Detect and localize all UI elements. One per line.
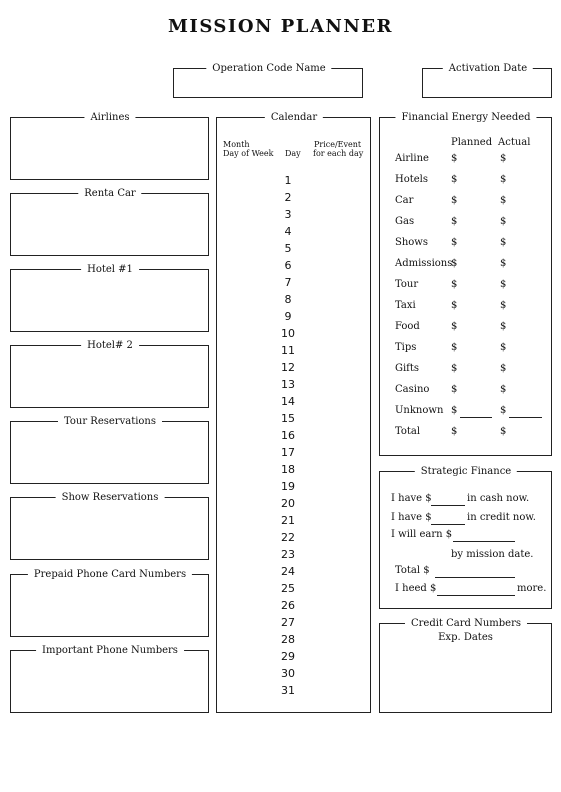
activation-date-field[interactable] xyxy=(422,63,552,98)
airlines-label: Airlines xyxy=(84,111,135,124)
calendar-day-22: 22 xyxy=(281,531,295,544)
planned-admissions-field[interactable]: $ xyxy=(451,258,458,269)
prepaid-phone-card-box[interactable] xyxy=(10,569,209,637)
by-mission-date: by mission date. xyxy=(451,549,534,560)
will-earn-blank[interactable] xyxy=(453,541,515,542)
calendar-day-23: 23 xyxy=(281,548,295,561)
calendar-col-month: Month xyxy=(223,140,250,149)
planned-total-field[interactable]: $ xyxy=(451,426,458,437)
calendar-col-price-2: for each day xyxy=(313,149,364,158)
calendar-day-17: 17 xyxy=(281,446,295,459)
hotel-1-box[interactable] xyxy=(10,264,209,332)
calendar-day-19: 19 xyxy=(281,480,295,493)
finance-row-label-tour: Tour xyxy=(395,279,419,290)
credit-now-prefix: I have $ xyxy=(391,512,432,523)
hotel-2-box[interactable] xyxy=(10,340,209,408)
planned-tour-field[interactable]: $ xyxy=(451,279,458,290)
show-reservations-label: Show Reservations xyxy=(56,491,165,504)
finance-row-label-hotels: Hotels xyxy=(395,174,429,185)
rental-car-label: Renta Car xyxy=(78,187,141,200)
planned-header: Planned xyxy=(451,137,493,148)
calendar-day-3: 3 xyxy=(284,208,292,221)
calendar-day-30: 30 xyxy=(281,667,295,680)
planned-gifts-field[interactable]: $ xyxy=(451,363,458,374)
need-blank[interactable] xyxy=(437,595,515,596)
calendar-title: Calendar xyxy=(265,111,323,124)
calendar-day-7: 7 xyxy=(284,276,292,289)
calendar-day-11: 11 xyxy=(281,344,295,357)
finance-row-label-airline: Airline xyxy=(395,153,429,164)
credit-now-blank[interactable] xyxy=(431,524,465,525)
calendar-day-10: 10 xyxy=(281,327,295,340)
planned-casino-field[interactable]: $ xyxy=(451,384,458,395)
tour-reservations-box[interactable] xyxy=(10,416,209,484)
calendar-day-14: 14 xyxy=(281,395,295,408)
calendar-day-15: 15 xyxy=(281,412,295,425)
actual-total-field[interactable]: $ xyxy=(500,426,507,437)
planned-car-field[interactable]: $ xyxy=(451,195,458,206)
calendar-day-25: 25 xyxy=(281,582,295,595)
calendar-day-16: 16 xyxy=(281,429,295,442)
total-blank[interactable] xyxy=(435,577,515,578)
actual-unknown-field[interactable]: $ xyxy=(500,405,507,416)
calendar-col-day: Day xyxy=(285,149,301,158)
actual-hotels-field[interactable]: $ xyxy=(500,174,507,185)
will-earn-prefix: I will earn $ xyxy=(391,529,453,540)
finance-row-label-unknown: Unknown xyxy=(395,405,444,416)
finance-row-label-gifts: Gifts xyxy=(395,363,420,374)
planned-airline-field[interactable]: $ xyxy=(451,153,458,164)
financial-energy-title: Financial Energy Needed xyxy=(395,111,536,124)
actual-shows-field[interactable]: $ xyxy=(500,237,507,248)
finance-row-label-taxi: Taxi xyxy=(395,300,416,311)
calendar-day-31: 31 xyxy=(281,684,295,697)
calendar-day-21: 21 xyxy=(281,514,295,527)
actual-tips-field[interactable]: $ xyxy=(500,342,507,353)
operation-code-field[interactable] xyxy=(173,63,363,98)
finance-row-label-shows: Shows xyxy=(395,237,429,248)
exp-dates-label: Exp. Dates xyxy=(438,632,493,643)
actual-gifts-field[interactable]: $ xyxy=(500,363,507,374)
need-prefix: I heed $ xyxy=(395,583,437,594)
rental-car-box[interactable] xyxy=(10,188,209,256)
actual-admissions-field[interactable]: $ xyxy=(500,258,507,269)
calendar-day-4: 4 xyxy=(284,225,292,238)
planned-food-field[interactable]: $ xyxy=(451,321,458,332)
calendar-day-9: 9 xyxy=(284,310,292,323)
actual-header: Actual xyxy=(498,137,531,148)
calendar-day-13: 13 xyxy=(281,378,295,391)
hotel-2-label: Hotel# 2 xyxy=(81,339,139,352)
calendar-day-29: 29 xyxy=(281,650,295,663)
strategic-finance-title: Strategic Finance xyxy=(415,465,517,478)
cash-now-suffix: in cash now. xyxy=(467,493,530,504)
strategic-finance-box xyxy=(379,466,552,609)
planned-hotels-field[interactable]: $ xyxy=(451,174,458,185)
airlines-box[interactable] xyxy=(10,112,209,180)
calendar-day-1: 1 xyxy=(284,174,292,187)
planned-taxi-field[interactable]: $ xyxy=(451,300,458,311)
planned-unknown-field[interactable]: $ xyxy=(451,405,458,416)
calendar-day-12: 12 xyxy=(281,361,295,374)
planned-tips-field[interactable]: $ xyxy=(451,342,458,353)
prepaid-phone-card-label: Prepaid Phone Card Numbers xyxy=(28,568,192,581)
financial-energy-box xyxy=(379,112,552,456)
total-prefix: Total $ xyxy=(395,565,430,576)
credit-card-box[interactable] xyxy=(379,618,552,713)
actual-tour-field[interactable]: $ xyxy=(500,279,507,290)
actual-gas-field[interactable]: $ xyxy=(500,216,507,227)
actual-food-field[interactable]: $ xyxy=(500,321,507,332)
calendar-day-24: 24 xyxy=(281,565,295,578)
calendar-day-18: 18 xyxy=(281,463,295,476)
finance-row-label-casino: Casino xyxy=(395,384,430,395)
activation-date-label: Activation Date xyxy=(443,62,533,75)
actual-car-field[interactable]: $ xyxy=(500,195,507,206)
finance-row-label-food: Food xyxy=(395,321,420,332)
planned-shows-field[interactable]: $ xyxy=(451,237,458,248)
actual-taxi-field[interactable]: $ xyxy=(500,300,507,311)
calendar-box xyxy=(216,112,371,713)
finance-row-label-car: Car xyxy=(395,195,414,206)
important-phone-numbers-label: Important Phone Numbers xyxy=(36,644,184,657)
calendar-day-20: 20 xyxy=(281,497,295,510)
operation-code-label: Operation Code Name xyxy=(206,62,331,75)
page-title: MISSION PLANNER xyxy=(167,16,393,37)
calendar-day-6: 6 xyxy=(284,259,292,272)
finance-row-label-total: Total xyxy=(395,426,421,437)
credit-card-title: Credit Card Numbers xyxy=(405,617,527,630)
calendar-day-27: 27 xyxy=(281,616,295,629)
cash-now-blank[interactable] xyxy=(431,505,465,506)
calendar-day-2: 2 xyxy=(284,191,292,204)
calendar-day-8: 8 xyxy=(284,293,292,306)
cash-now-prefix: I have $ xyxy=(391,493,432,504)
calendar-day-5: 5 xyxy=(284,242,292,255)
credit-now-suffix: in credit now. xyxy=(467,512,536,523)
need-suffix: more. xyxy=(517,583,547,594)
planned-unknown-blank[interactable] xyxy=(460,417,492,418)
finance-row-label-admissions: Admissions xyxy=(395,258,453,269)
tour-reservations-label: Tour Reservations xyxy=(58,415,162,428)
calendar-col-day-of-week: Day of Week xyxy=(223,149,274,158)
finance-row-label-tips: Tips xyxy=(395,342,417,353)
show-reservations-box[interactable] xyxy=(10,492,209,560)
planned-gas-field[interactable]: $ xyxy=(451,216,458,227)
calendar-day-28: 28 xyxy=(281,633,295,646)
actual-casino-field[interactable]: $ xyxy=(500,384,507,395)
actual-airline-field[interactable]: $ xyxy=(500,153,507,164)
finance-row-label-gas: Gas xyxy=(395,216,415,227)
calendar-day-26: 26 xyxy=(281,599,295,612)
important-phone-numbers-box[interactable] xyxy=(10,645,209,713)
calendar-col-price-1: Price/Event xyxy=(314,140,362,149)
hotel-1-label: Hotel #1 xyxy=(81,263,139,276)
actual-unknown-blank[interactable] xyxy=(509,417,542,418)
